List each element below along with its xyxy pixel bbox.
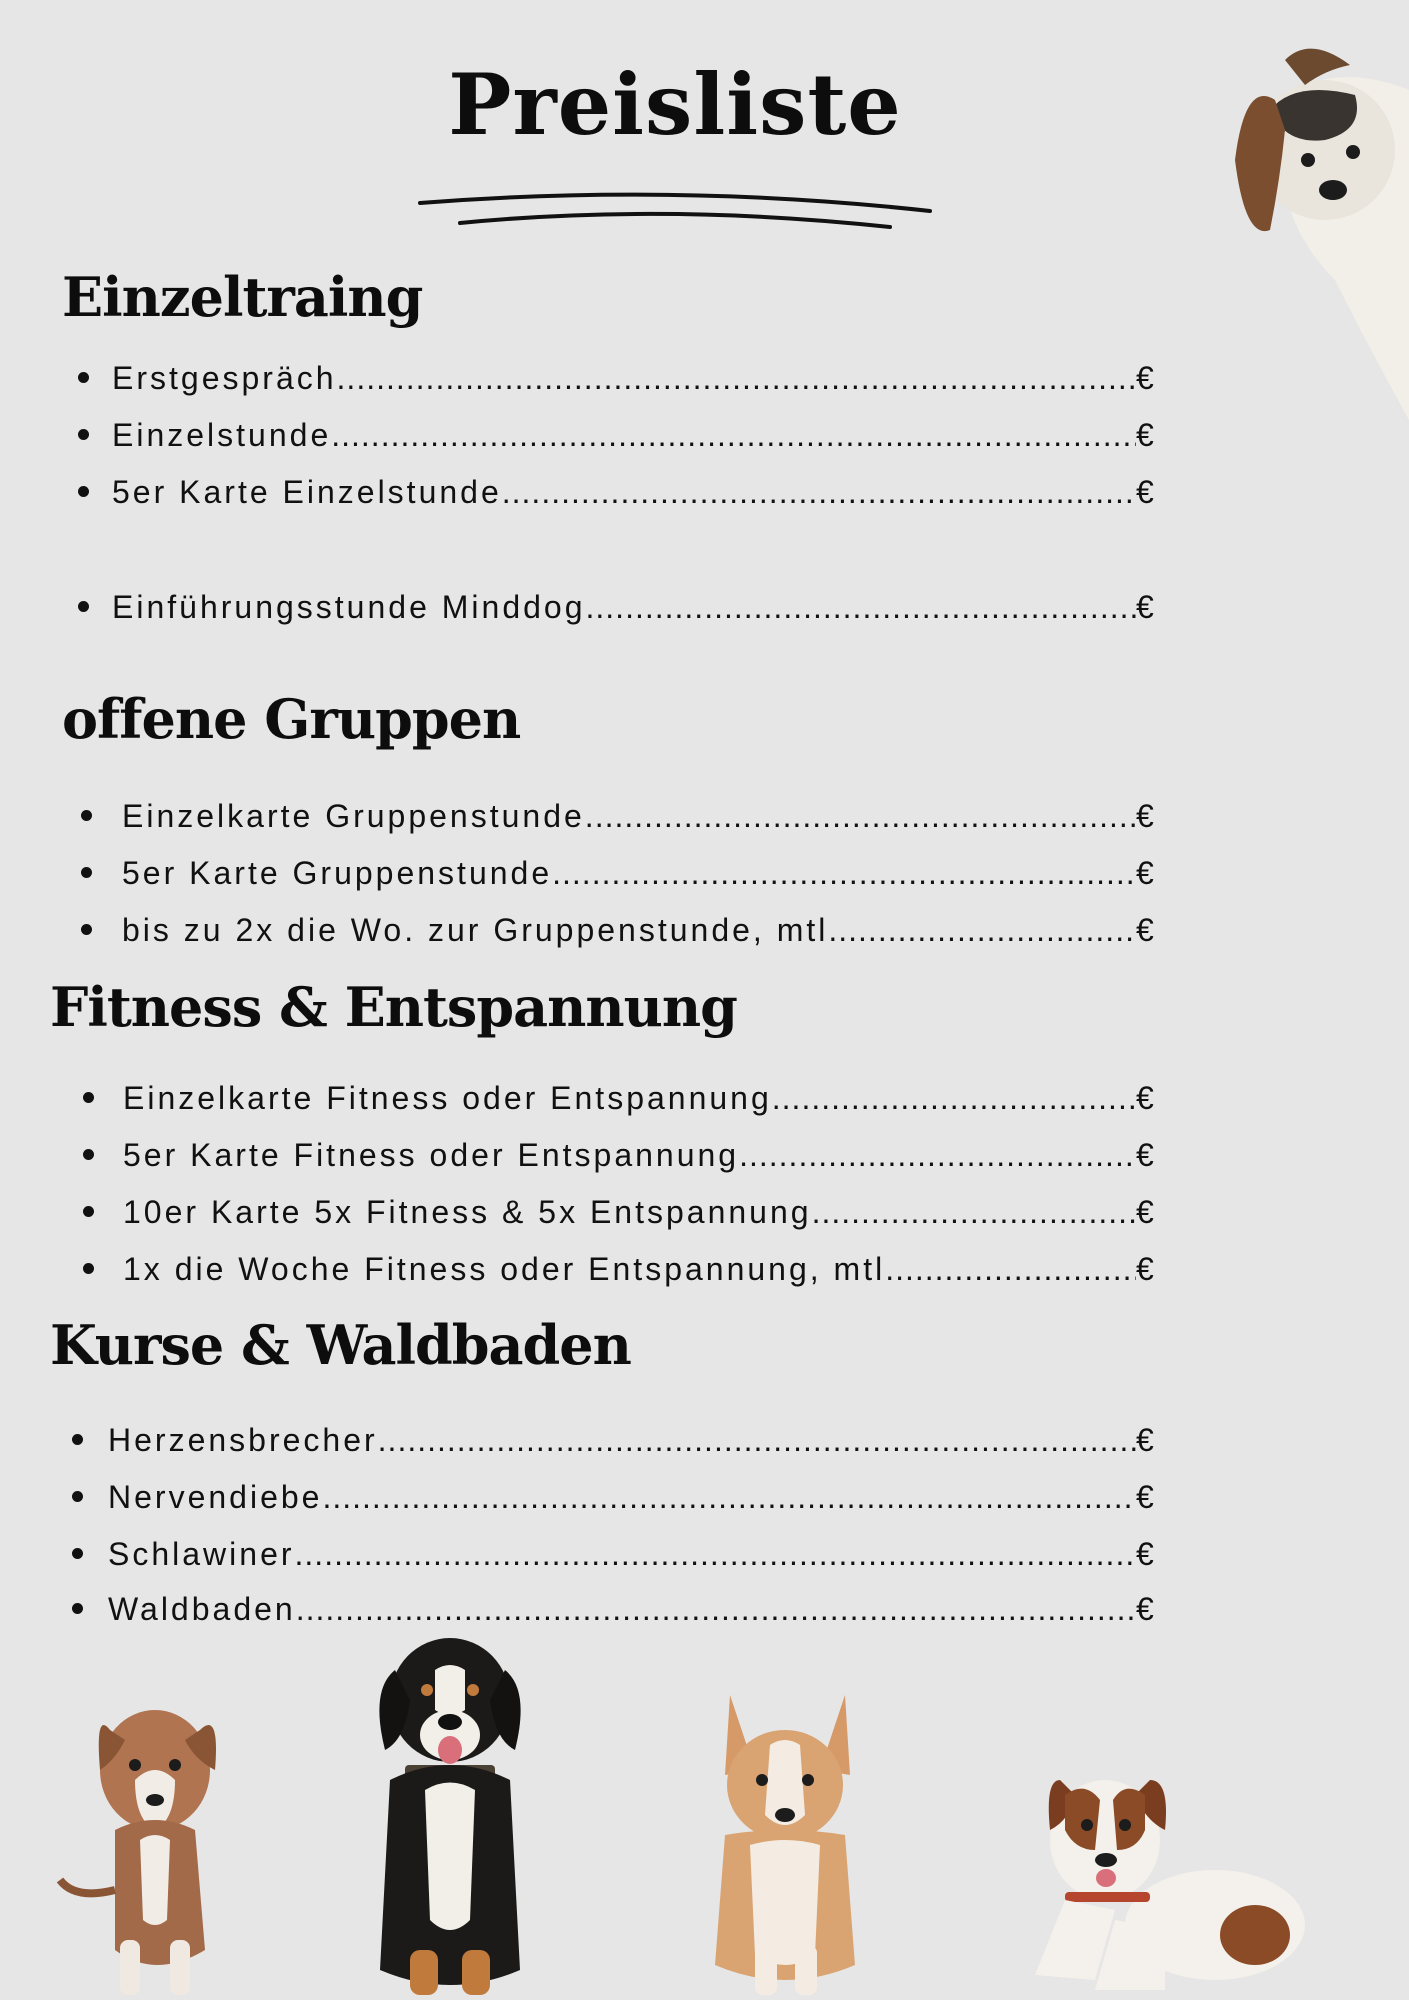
- item-label: Schlawiner .....: [108, 1532, 1136, 1576]
- title-underline-swoosh: [415, 185, 935, 235]
- item-label: 1x die Woche Fitness oder Entspannung, mtl .....: [123, 1247, 1136, 1291]
- bullet-icon: [72, 1603, 83, 1614]
- item-label: Herzensbrecher .....: [108, 1418, 1136, 1462]
- bullet-icon: [83, 1092, 94, 1103]
- item-label: Waldbaden .....: [108, 1587, 1136, 1631]
- bullet-icon: [83, 1149, 94, 1160]
- jack-russell-lying-image: [1025, 1750, 1310, 2000]
- item-label: 5er Karte Gruppenstunde .....: [122, 851, 1136, 895]
- terrier-peeking-image: [1215, 40, 1409, 420]
- bullet-icon: [72, 1434, 83, 1445]
- bullet-icon: [83, 1206, 94, 1217]
- section-heading-kurse-waldbaden: Kurse & Waldbaden: [50, 1313, 631, 1377]
- bullet-icon: [78, 429, 89, 440]
- currency-symbol: €: [1136, 1080, 1157, 1116]
- currency-symbol: €: [1136, 360, 1157, 396]
- bullet-icon: [72, 1548, 83, 1559]
- item-label: 5er Karte Einzelstunde .....: [112, 470, 1136, 514]
- item-label: Einzelkarte Gruppenstunde .....: [122, 794, 1136, 838]
- bullet-icon: [83, 1263, 94, 1274]
- currency-symbol: €: [1136, 1194, 1157, 1230]
- item-label: Einzelstunde .....: [112, 413, 1136, 457]
- bullet-icon: [72, 1491, 83, 1502]
- currency-symbol: €: [1136, 1591, 1157, 1627]
- bullet-icon: [78, 372, 89, 383]
- item-label: Nervendiebe .....: [108, 1475, 1136, 1519]
- corgi-image: [670, 1675, 895, 2000]
- item-label: Einführungsstunde Minddog .....: [112, 585, 1136, 629]
- bullet-icon: [78, 486, 89, 497]
- item-label: Erstgespräch .....: [112, 356, 1136, 400]
- currency-symbol: €: [1136, 912, 1157, 948]
- australian-shepherd-puppy-image: [55, 1690, 235, 2000]
- currency-symbol: €: [1136, 1479, 1157, 1515]
- currency-symbol: €: [1136, 855, 1157, 891]
- currency-symbol: €: [1136, 417, 1157, 453]
- currency-symbol: €: [1136, 474, 1157, 510]
- bernese-mountain-dog-image: [365, 1630, 535, 2000]
- page-title: Preisliste: [448, 55, 902, 154]
- section-heading-offene-gruppen: offene Gruppen: [62, 687, 521, 751]
- currency-symbol: €: [1136, 1422, 1157, 1458]
- currency-symbol: €: [1136, 1137, 1157, 1173]
- item-label: 10er Karte 5x Fitness & 5x Entspannung .....: [123, 1190, 1136, 1234]
- bullet-icon: [81, 924, 92, 935]
- currency-symbol: €: [1136, 798, 1157, 834]
- item-label: Einzelkarte Fitness oder Entspannung .....: [123, 1076, 1136, 1120]
- section-heading-einzeltraining: Einzeltraing: [62, 265, 423, 329]
- item-label: 5er Karte Fitness oder Entspannung .....: [123, 1133, 1136, 1177]
- bullet-icon: [78, 601, 89, 612]
- currency-symbol: €: [1136, 1536, 1157, 1572]
- bullet-icon: [81, 810, 92, 821]
- currency-symbol: €: [1136, 589, 1157, 625]
- bullet-icon: [81, 867, 92, 878]
- currency-symbol: €: [1136, 1251, 1157, 1287]
- section-heading-fitness-entspannung: Fitness & Entspannung: [50, 975, 737, 1039]
- item-label: bis zu 2x die Wo. zur Gruppenstunde, mtl .....: [122, 908, 1136, 952]
